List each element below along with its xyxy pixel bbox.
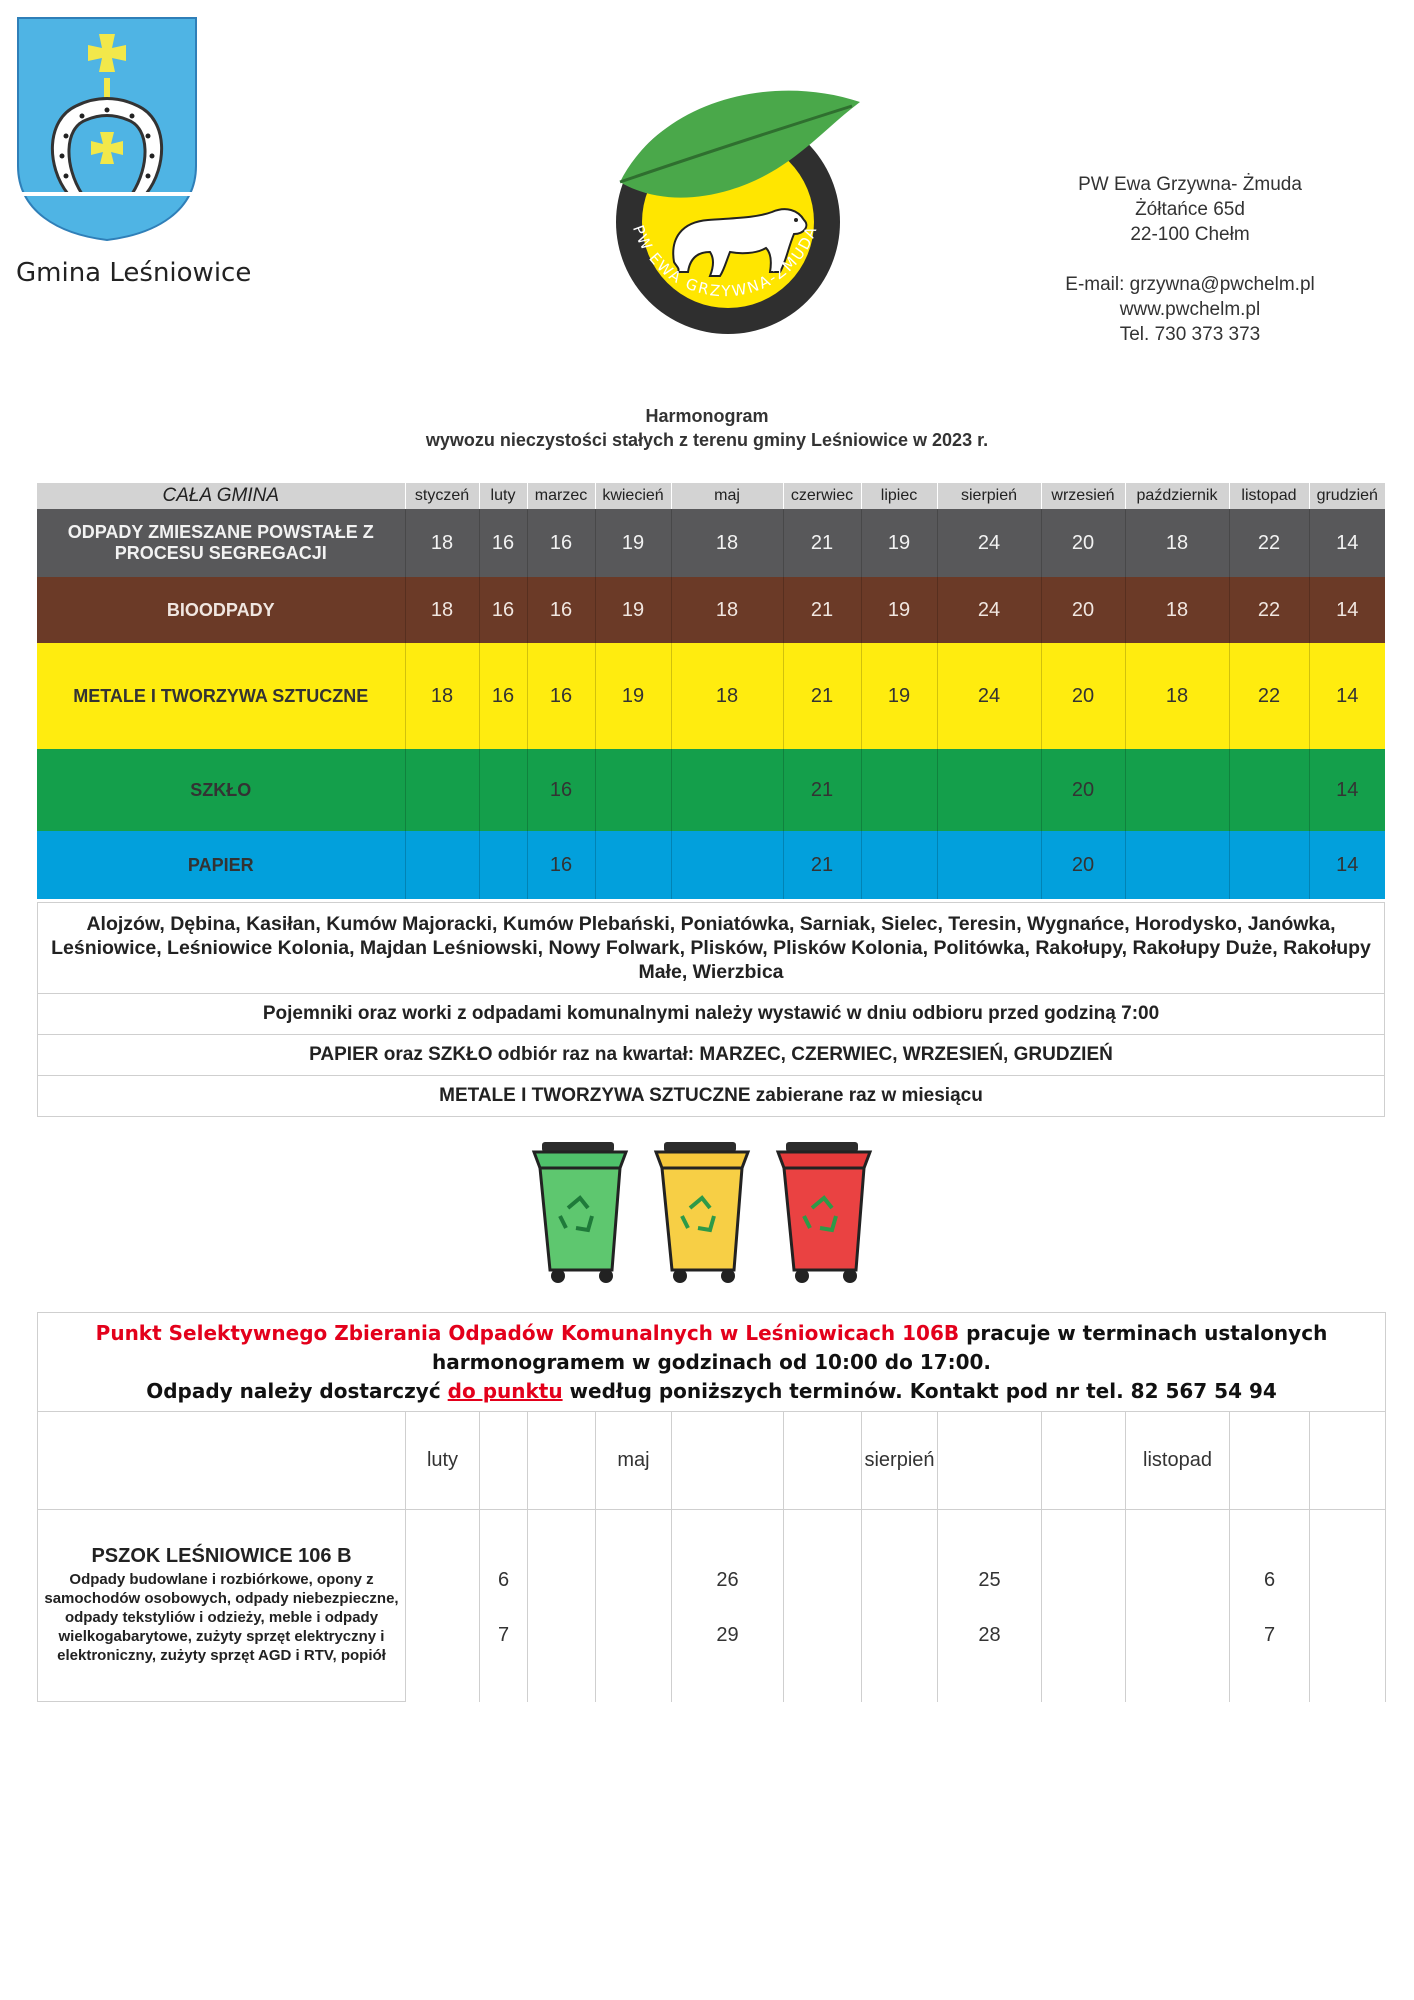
title-line-1: Harmonogram [645, 406, 769, 426]
pszok-name: Punkt Selektywnego Zbierania Odpadów Komunalnych w Leśniowicach 106B [95, 1320, 960, 1345]
address-street: Żółtańce 65d [1135, 199, 1245, 220]
date-cell: 21 [783, 509, 861, 577]
date-cell: 18 [671, 643, 783, 749]
pszok-dates-row-1 [38, 1510, 1386, 1608]
pszok-date [528, 1608, 596, 1702]
municipality-name: Gmina Leśniowice [16, 258, 252, 288]
date-cell [479, 749, 527, 831]
pszok-month [1310, 1412, 1386, 1510]
date-cell [671, 831, 783, 899]
pszok-date [596, 1608, 672, 1702]
date-cell [861, 749, 937, 831]
date-cell: 22 [1229, 643, 1309, 749]
pszok-delivery-end: według poniższych terminów. Kontakt pod nr tel. 82 567 54 94 [562, 1378, 1277, 1403]
date-cell [405, 831, 479, 899]
pszok-date [862, 1608, 938, 1702]
date-cell: 24 [937, 643, 1041, 749]
address-city: 22-100 Chełm [1130, 224, 1250, 245]
date-cell: 19 [861, 643, 937, 749]
date-cell: 16 [527, 577, 595, 643]
pszok-date [784, 1510, 862, 1608]
month-header: sierpień [937, 483, 1041, 509]
date-cell: 20 [1041, 643, 1125, 749]
waste-type-label: ODPADY ZMIESZANE POWSTAŁE Z PROCESU SEGREGACJI [67, 522, 374, 563]
pszok-month [480, 1412, 528, 1510]
pszok-date: 29 [672, 1608, 784, 1702]
month-header: grudzień [1309, 483, 1385, 509]
pszok-date: 26 [672, 1510, 784, 1608]
pszok-date [1042, 1510, 1126, 1608]
pszok-month [938, 1412, 1042, 1510]
date-cell: 16 [479, 577, 527, 643]
date-cell [937, 831, 1041, 899]
date-cell: 16 [527, 643, 595, 749]
pszok-month: listopad [1126, 1412, 1230, 1510]
date-cell [1125, 749, 1229, 831]
date-cell: 16 [479, 643, 527, 749]
date-cell [937, 749, 1041, 831]
pszok-link[interactable]: do punktu [447, 1378, 563, 1403]
schedule-table [37, 483, 1385, 899]
date-cell: 20 [1041, 749, 1125, 831]
red-bin-icon [778, 1142, 870, 1283]
date-cell: 19 [595, 577, 671, 643]
date-cell [405, 749, 479, 831]
pszok-date [784, 1608, 862, 1702]
date-cell: 19 [595, 509, 671, 577]
pszok-date: 28 [938, 1608, 1042, 1702]
schedule-header-row [37, 483, 1385, 509]
date-cell: 19 [861, 577, 937, 643]
date-cell: 18 [671, 577, 783, 643]
date-cell: 19 [861, 509, 937, 577]
row-biowaste [37, 577, 1385, 643]
email-text: E-mail: grzywna@pwchelm.pl [1065, 274, 1315, 295]
date-cell [671, 749, 783, 831]
month-header: kwiecień [595, 483, 671, 509]
pszok-month: maj [596, 1412, 672, 1510]
date-cell: 20 [1041, 831, 1125, 899]
row-mixed-waste [37, 509, 1385, 577]
phone-text: Tel. 730 373 373 [1119, 324, 1261, 345]
waste-type-label: PAPIER [187, 854, 254, 875]
pszok-date [406, 1608, 480, 1702]
date-cell [1229, 831, 1309, 899]
date-cell: 21 [783, 831, 861, 899]
pszok-month [528, 1412, 596, 1510]
waste-bins-illustration [530, 1138, 890, 1288]
date-cell: 18 [405, 509, 479, 577]
date-cell: 18 [405, 643, 479, 749]
metals-note: METALE I TWORZYWA SZTUCZNE zabierane raz w miesiącu [38, 1076, 1385, 1117]
date-cell: 14 [1309, 509, 1385, 577]
coat-of-arms-logo [16, 16, 198, 242]
pszok-month: luty [406, 1412, 480, 1510]
corner-label: CAŁA GMINA [37, 483, 405, 509]
date-cell: 18 [1125, 577, 1229, 643]
pszok-date: 25 [938, 1510, 1042, 1608]
company-logo [590, 72, 866, 342]
company-name: PW Ewa Grzywna- Żmuda [1078, 174, 1302, 195]
date-cell: 21 [783, 577, 861, 643]
pszok-delivery-start: Odpady należy dostarczyć [146, 1378, 448, 1403]
pszok-month [672, 1412, 784, 1510]
month-header: czerwiec [783, 483, 861, 509]
date-cell [1125, 831, 1229, 899]
contact-block [1040, 172, 1340, 347]
date-cell: 18 [671, 509, 783, 577]
date-cell: 21 [783, 643, 861, 749]
date-cell: 20 [1041, 509, 1125, 577]
date-cell [1229, 749, 1309, 831]
waste-type-label: BIOODPADY [166, 599, 275, 620]
date-cell: 14 [1309, 831, 1385, 899]
pszok-hours: pracuje w terminach ustalonych harmonogramem w godzinach od 10:00 do 17:00. [431, 1320, 1328, 1374]
pszok-month: sierpień [862, 1412, 938, 1510]
date-cell: 24 [937, 577, 1041, 643]
date-cell [595, 749, 671, 831]
month-header: listopad [1229, 483, 1309, 509]
date-cell: 16 [527, 831, 595, 899]
pszok-date [406, 1510, 480, 1608]
month-header: wrzesień [1041, 483, 1125, 509]
pszok-months-row [38, 1412, 1386, 1510]
yellow-bin-icon [656, 1142, 748, 1283]
date-cell: 18 [405, 577, 479, 643]
pszok-date [528, 1510, 596, 1608]
pszok-date [1126, 1608, 1230, 1702]
month-header: styczeń [405, 483, 479, 509]
website-text: www.pwchelm.pl [1119, 299, 1261, 320]
pszok-date [1310, 1510, 1386, 1608]
waste-type-label: METALE I TWORZYWA SZTUCZNE [73, 685, 369, 706]
pszok-location-title: PSZOK LEŚNIOWICE 106 B [91, 1545, 352, 1567]
pszok-date: 7 [480, 1608, 528, 1702]
pszok-date [1310, 1608, 1386, 1702]
date-cell: 18 [1125, 643, 1229, 749]
date-cell: 20 [1041, 577, 1125, 643]
row-metals-plastics [37, 643, 1385, 749]
date-cell: 14 [1309, 749, 1385, 831]
pszok-date [1126, 1510, 1230, 1608]
company-logo-text: PW EWA GRZYWNA-ŻMUDA [629, 222, 821, 301]
row-glass [37, 749, 1385, 831]
pszok-date: 6 [1230, 1510, 1310, 1608]
pszok-date: 7 [1230, 1608, 1310, 1702]
month-header: marzec [527, 483, 595, 509]
title-line-2: wywozu nieczystości stałych z terenu gminy Leśniowice w 2023 r. [425, 430, 989, 450]
notes-table [37, 902, 1385, 1117]
date-cell: 24 [937, 509, 1041, 577]
date-cell [595, 831, 671, 899]
pszok-date [862, 1510, 938, 1608]
month-header: październik [1125, 483, 1229, 509]
date-cell: 19 [595, 643, 671, 749]
pszok-month [784, 1412, 862, 1510]
pszok-date: 6 [480, 1510, 528, 1608]
document-title [0, 404, 1414, 452]
date-cell [479, 831, 527, 899]
date-cell: 21 [783, 749, 861, 831]
date-cell: 22 [1229, 509, 1309, 577]
pszok-month [38, 1412, 406, 1510]
pszok-location-desc: Odpady budowlane i rozbiórkowe, opony z samochodów osobowych, odpady niebezpieczne, odpady tekstyliów i odzieży, meble i odpady wielkogabarytowe, zużyty sprzęt elektryczny i elektroniczny, zużyty sprzęt AGD i RTV, popiół [44, 1571, 399, 1664]
pszok-month [1042, 1412, 1126, 1510]
date-cell: 18 [1125, 509, 1229, 577]
date-cell: 16 [527, 749, 595, 831]
month-header: luty [479, 483, 527, 509]
date-cell: 16 [527, 509, 595, 577]
date-cell: 22 [1229, 577, 1309, 643]
waste-type-label: SZKŁO [190, 779, 252, 800]
date-cell [861, 831, 937, 899]
pszok-intro [38, 1313, 1386, 1412]
pszok-table [37, 1312, 1386, 1702]
date-cell: 14 [1309, 643, 1385, 749]
pszok-date [596, 1510, 672, 1608]
month-header: maj [671, 483, 783, 509]
paper-glass-note: PAPIER oraz SZKŁO odbiór raz na kwartał: MARZEC, CZERWIEC, WRZESIEŃ, GRUDZIEŃ [38, 1035, 1385, 1076]
villages-list: Alojzów, Dębina, Kasiłan, Kumów Majoracki, Kumów Plebański, Poniatówka, Sarniak, Sielec, Teresin, Wygnańce, Horodysko, Janówka, Leśniowice, Leśniowice Kolonia, Majdan Leśniowski, Nowy Folwark, Plisków, Plisków Kolonia, Politówka, Rakołupy, Rakołupy Duże, Rakołupy Małe, Wierzbica [38, 903, 1385, 994]
pszok-month [1230, 1412, 1310, 1510]
date-cell: 14 [1309, 577, 1385, 643]
row-paper [37, 831, 1385, 899]
containers-note: Pojemniki oraz worki z odpadami komunalnymi należy wystawić w dniu odbioru przed godziną 7:00 [38, 994, 1385, 1035]
pszok-location [38, 1510, 406, 1702]
month-header: lipiec [861, 483, 937, 509]
green-bin-icon [534, 1142, 626, 1283]
pszok-date [1042, 1608, 1126, 1702]
date-cell: 16 [479, 509, 527, 577]
